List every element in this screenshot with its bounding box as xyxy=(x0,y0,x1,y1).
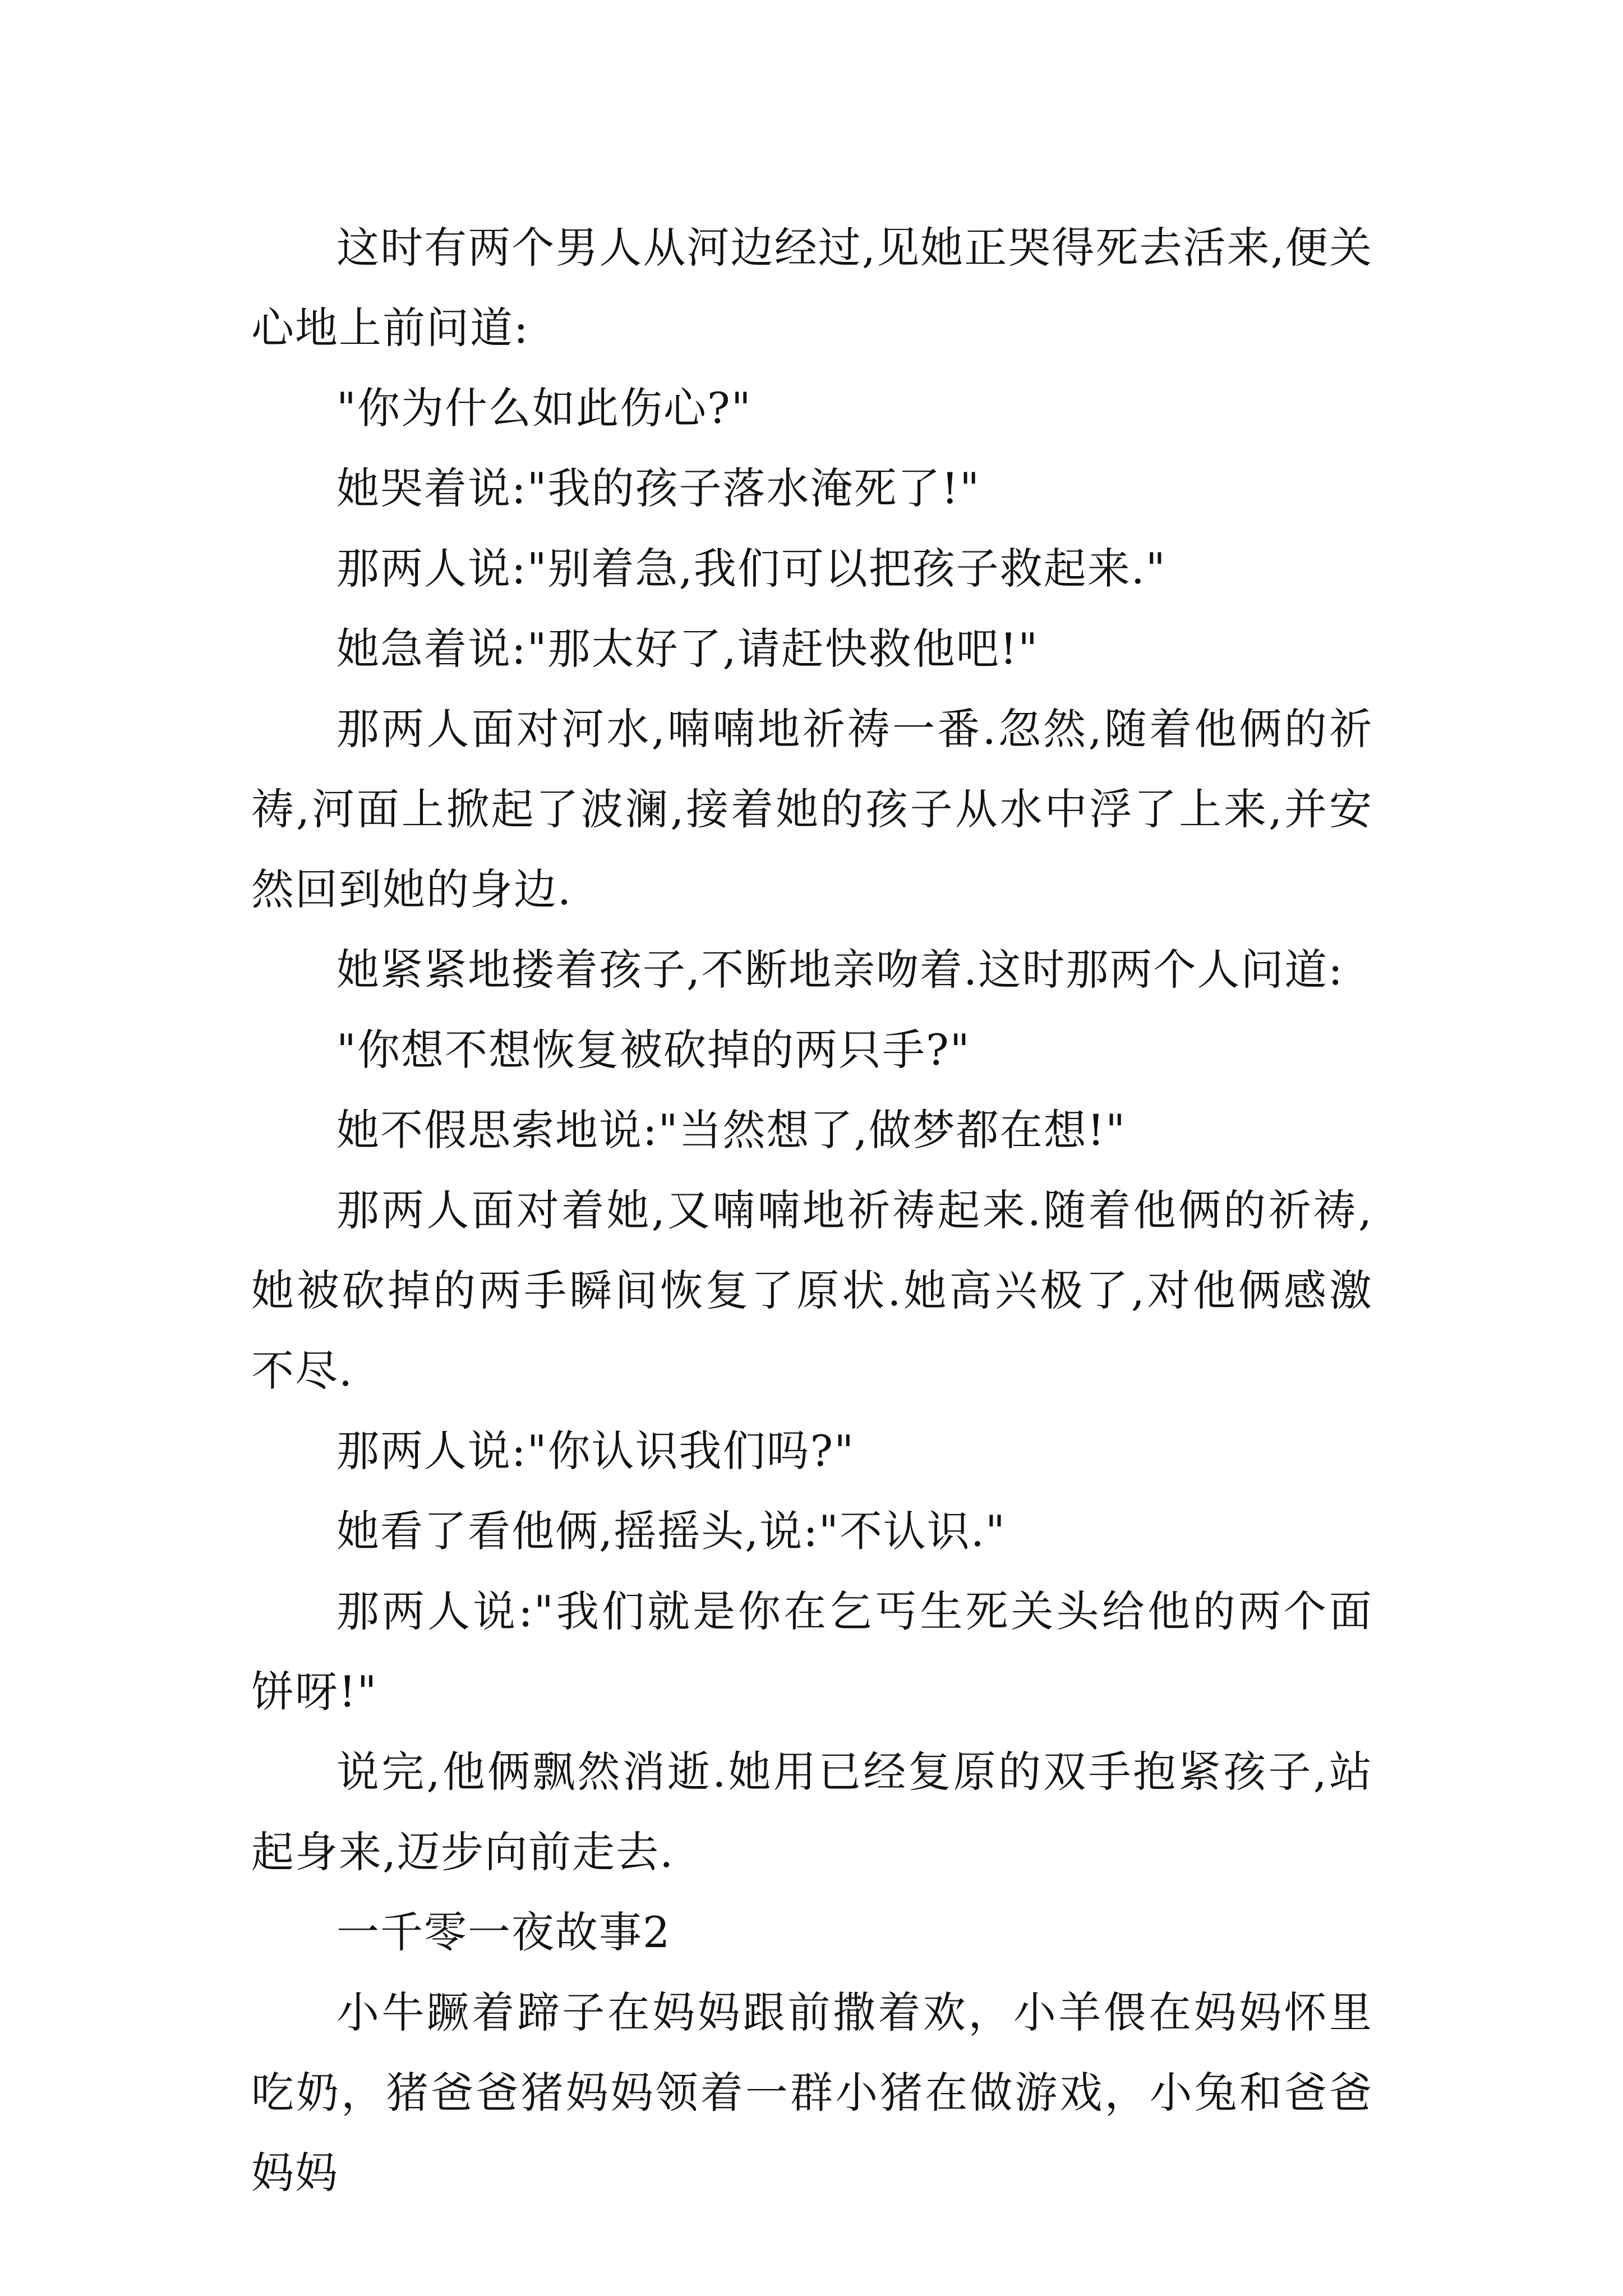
paragraph: 她看了看他俩,摇摇头,说:"不认识." xyxy=(336,1506,1006,1556)
section-heading: 一千零一夜故事2 xyxy=(336,1907,671,1957)
document-page xyxy=(251,208,1373,2213)
paragraph: 这时有两个男人从河边经过,见她正哭得死去活来,便关心地上前问道: xyxy=(251,223,1373,353)
paragraph: 小牛蹶着蹄子在妈妈跟前撒着欢，小羊偎在妈妈怀里吃奶，猪爸爸猪妈妈领着一群小猪在做游戏，小兔和爸爸妈妈 xyxy=(251,1987,1373,2198)
paragraph: "你想不想恢复被砍掉的两只手?" xyxy=(336,1025,971,1075)
paragraph: 说完,他俩飘然消逝.她用已经复原的双手抱紧孩子,站起身来,迈步向前走去. xyxy=(251,1747,1373,1877)
paragraph: 那两人说:"我们就是你在乞丐生死关头给他的两个面饼呀!" xyxy=(251,1586,1373,1717)
paragraph: 她哭着说:"我的孩子落水淹死了!" xyxy=(336,463,981,513)
paragraph: 那两人说:"你认识我们吗?" xyxy=(336,1426,855,1476)
paragraph: 那两人面对着她,又喃喃地祈祷起来.随着他俩的祈祷,她被砍掉的两手瞬间恢复了原状.她高兴极了,对他俩感激不尽. xyxy=(251,1185,1373,1396)
paragraph: 她不假思索地说:"当然想了,做梦都在想!" xyxy=(336,1105,1127,1155)
paragraph: "你为什么如此伤心?" xyxy=(336,383,752,433)
paragraph: 她紧紧地搂着孩子,不断地亲吻着.这时那两个人问道: xyxy=(336,945,1344,995)
paragraph: 那两人说:"别着急,我们可以把孩子救起来." xyxy=(336,544,1166,593)
paragraph: 那两人面对河水,喃喃地祈祷一番.忽然,随着他俩的祈祷,河面上掀起了波澜,接着她的孩子从水中浮了上来,并安然回到她的身边. xyxy=(251,704,1373,914)
paragraph: 她急着说:"那太好了,请赶快救他吧!" xyxy=(336,624,1039,674)
